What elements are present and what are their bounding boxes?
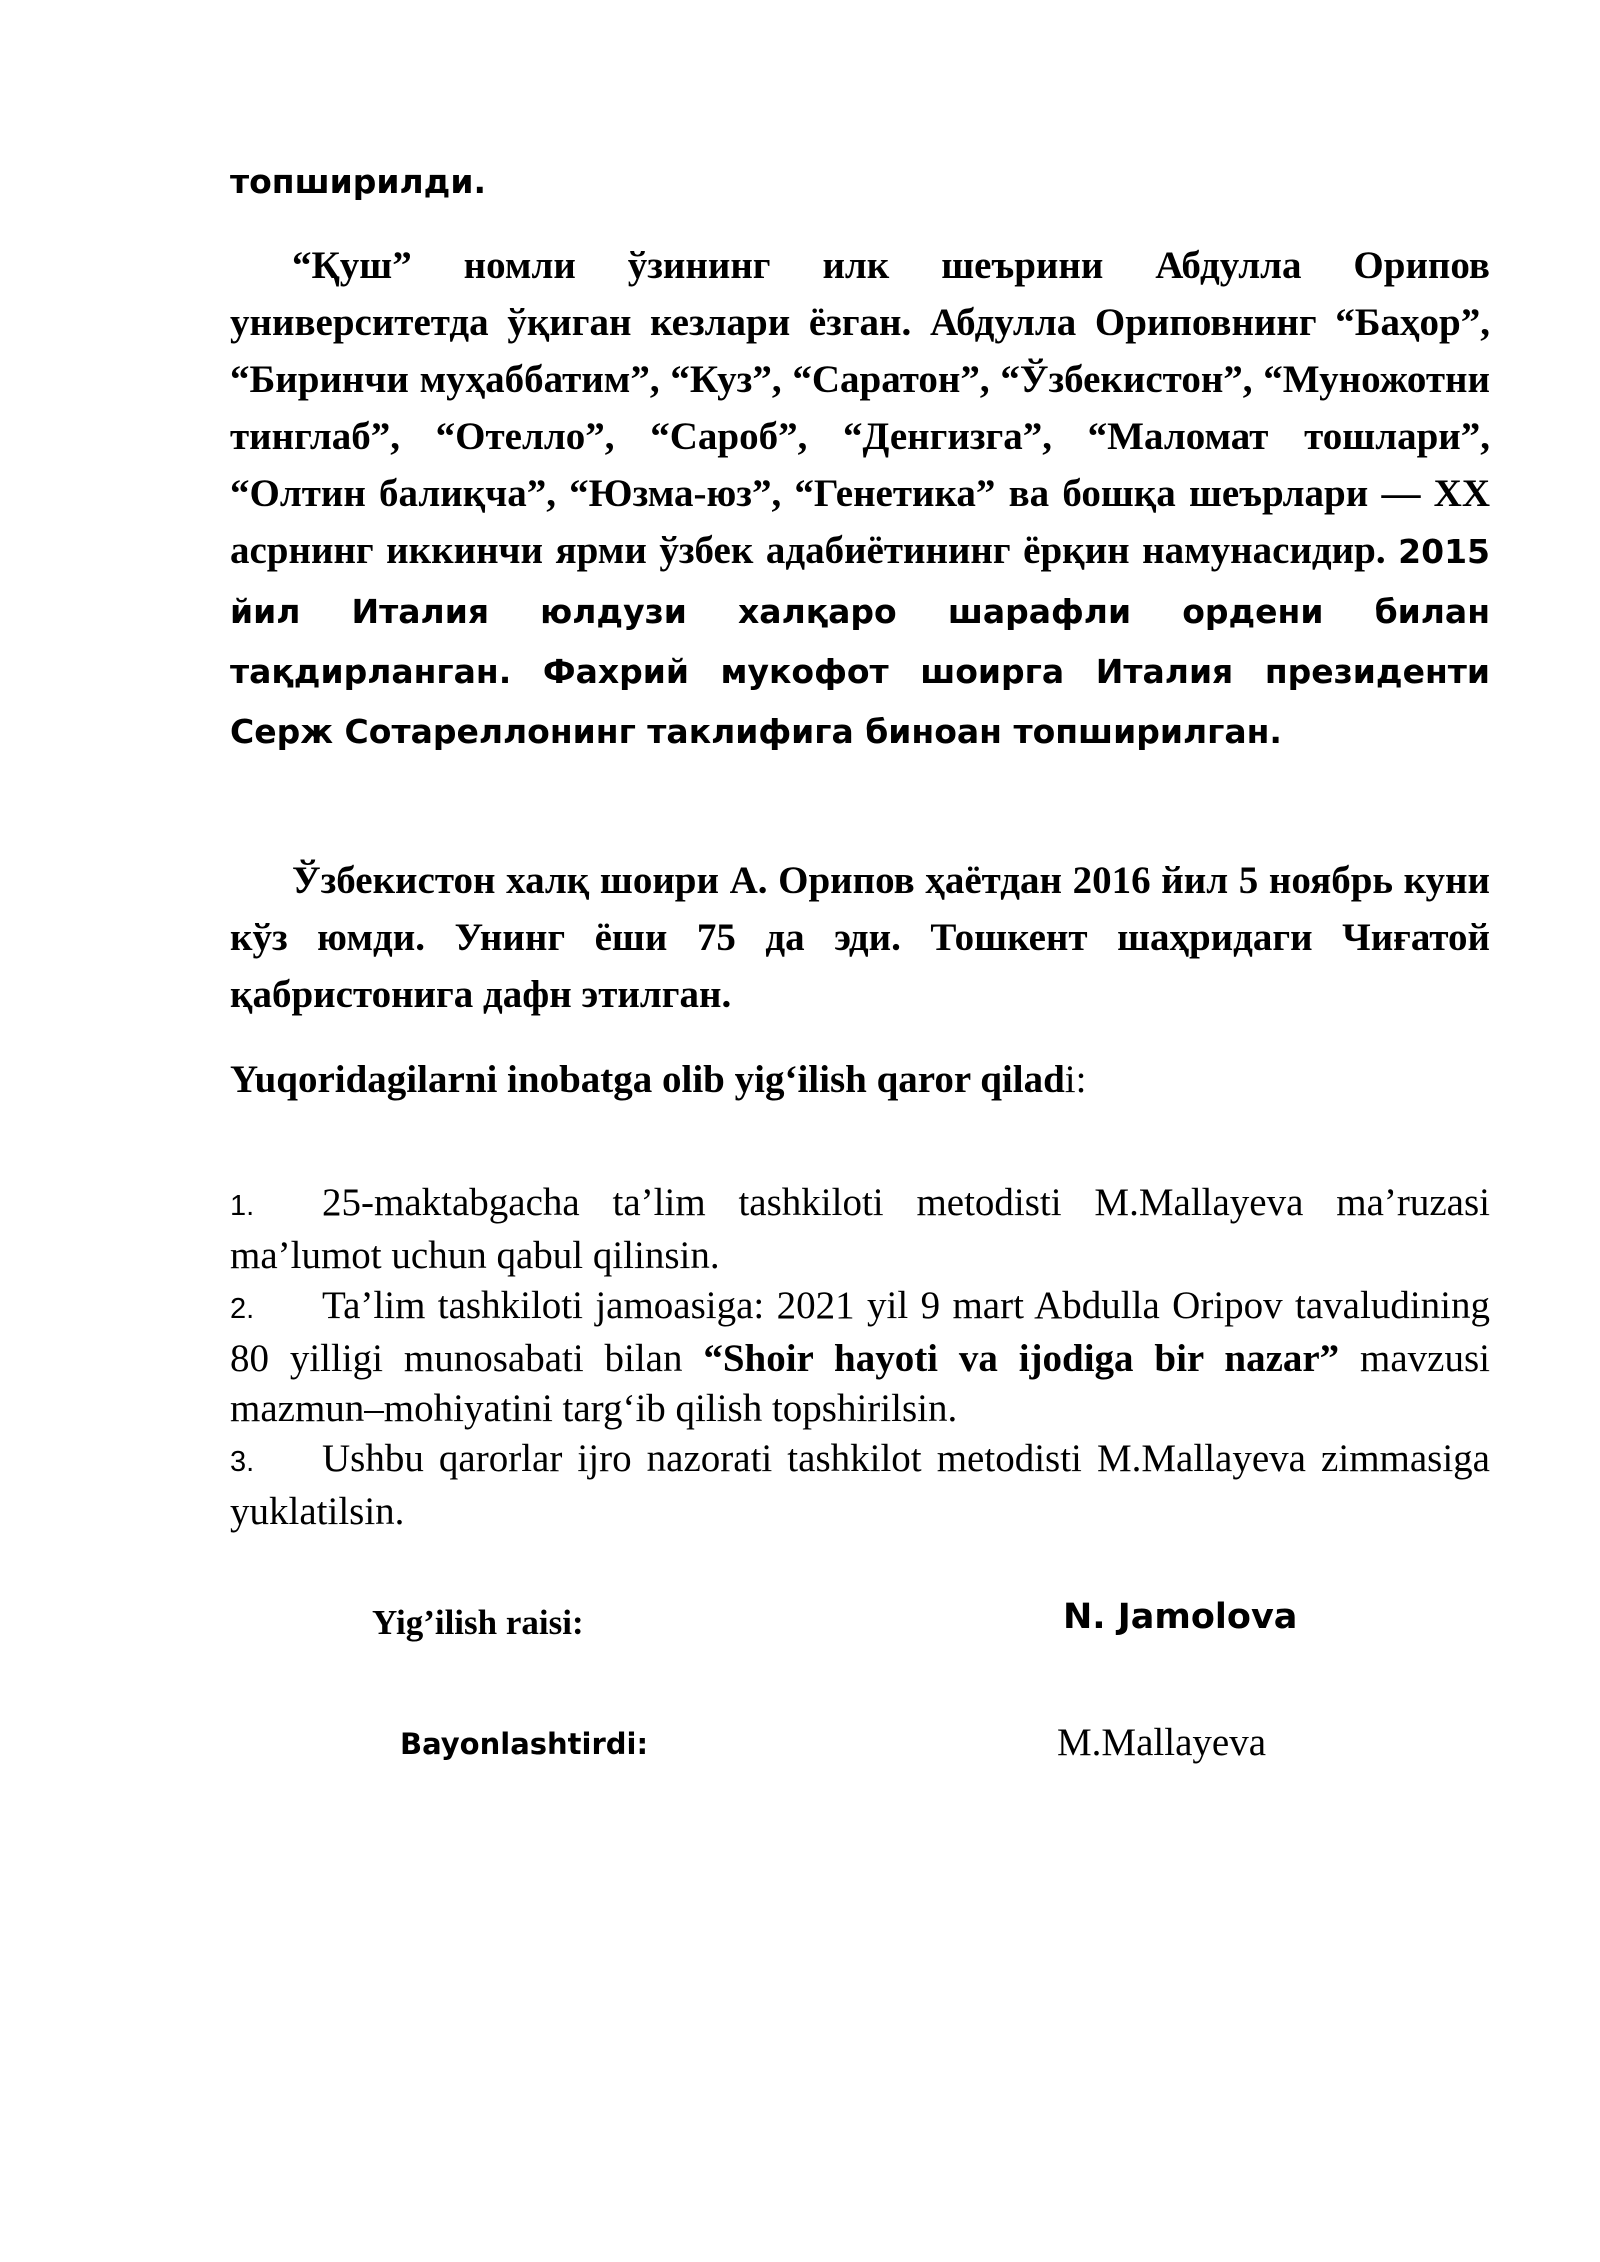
decision-intro-bold: Yuqoridagilarni inobatga olib yig‘ilish qaror qilad xyxy=(230,1058,1065,1101)
paragraph-biography-serif: “Қуш” номли ўзининг илк шеърини Абдулла Орипов университетда ўқиган кезлари ёзган. Абдулла Ориповнинг “Баҳор”, “Биринчи муҳаббатим”, “Куз”, “Саратон”, “Ўзбекистон”, “Муножотни тинглаб”, “Отелло”, “Сароб”, “Денгизга”, “Маломат тошлари”, “Олтин балиқча”, “Юзма-юз”, “Генетика” ва бошқа шеърлари — XX асрнинг иккинчи ярми ўзбек адабиётининг ёрқин намунасидир. xyxy=(230,244,1490,572)
chair-label: Yig’ilish raisi: xyxy=(372,1603,584,1642)
decision-number-3: 3. xyxy=(230,1446,255,1478)
decision-item-1 xyxy=(230,1178,1490,1281)
continuation-text xyxy=(230,152,1490,212)
decision-list xyxy=(230,1178,1490,1537)
decision-text-2-after: mavzusi mazmun–mohiyatini targ‘ib qilish topshirilsin. xyxy=(230,1337,1490,1430)
secretary-label: Bayonlashtirdi: xyxy=(400,1727,649,1761)
decision-text-2-before: Ta’lim tashkiloti jamoasiga: 2021 yil 9 mart Abdulla Oripov tavaludining 80 yilligi munosabati bilan xyxy=(230,1284,1490,1380)
decision-text-3: Ushbu qarorlar ijro nazorati tashkilot metodisti M.Mallayeva zimmasiga yuklatilsin. xyxy=(230,1437,1490,1533)
decision-item-2 xyxy=(230,1281,1490,1434)
decision-text-2-bold: “Shoir hayoti va ijodiga bir nazar” xyxy=(703,1337,1340,1380)
paragraph-biography-award: 2015 йил Италия юлдузи халқаро шарафли ордени билан тақдирланган. Фахрий мукофот шоирга Италия президенти Серж Сотареллонинг таклифига биноан топширилган. xyxy=(230,532,1490,751)
secretary-name: M.Mallayeva xyxy=(1057,1721,1267,1764)
paragraph-biography xyxy=(230,237,1490,762)
paragraph-death-text: Ўзбекистон халқ шоири А. Орипов ҳаётдан 2016 йил 5 ноябрь куни кўз юмди. Унинг ёши 75 да эди. Тошкент шаҳридаги Чиғатой қабристонига дафн этилган. xyxy=(230,859,1490,1016)
decision-number-2: 2. xyxy=(230,1293,255,1325)
continuation-line: топширилди. xyxy=(230,162,486,201)
decision-intro-regular: i: xyxy=(1064,1058,1087,1101)
decision-text-1: 25-maktabgacha ta’lim tashkiloti metodisti M.Mallayeva ma’ruzasi ma’lumot uchun qabul qilinsin. xyxy=(230,1181,1490,1277)
decision-intro xyxy=(230,1055,1490,1105)
decision-number-1: 1. xyxy=(230,1190,255,1222)
decision-item-3 xyxy=(230,1434,1490,1537)
paragraph-death xyxy=(230,852,1490,1023)
chair-name: N. Jamolova xyxy=(1063,1597,1298,1637)
